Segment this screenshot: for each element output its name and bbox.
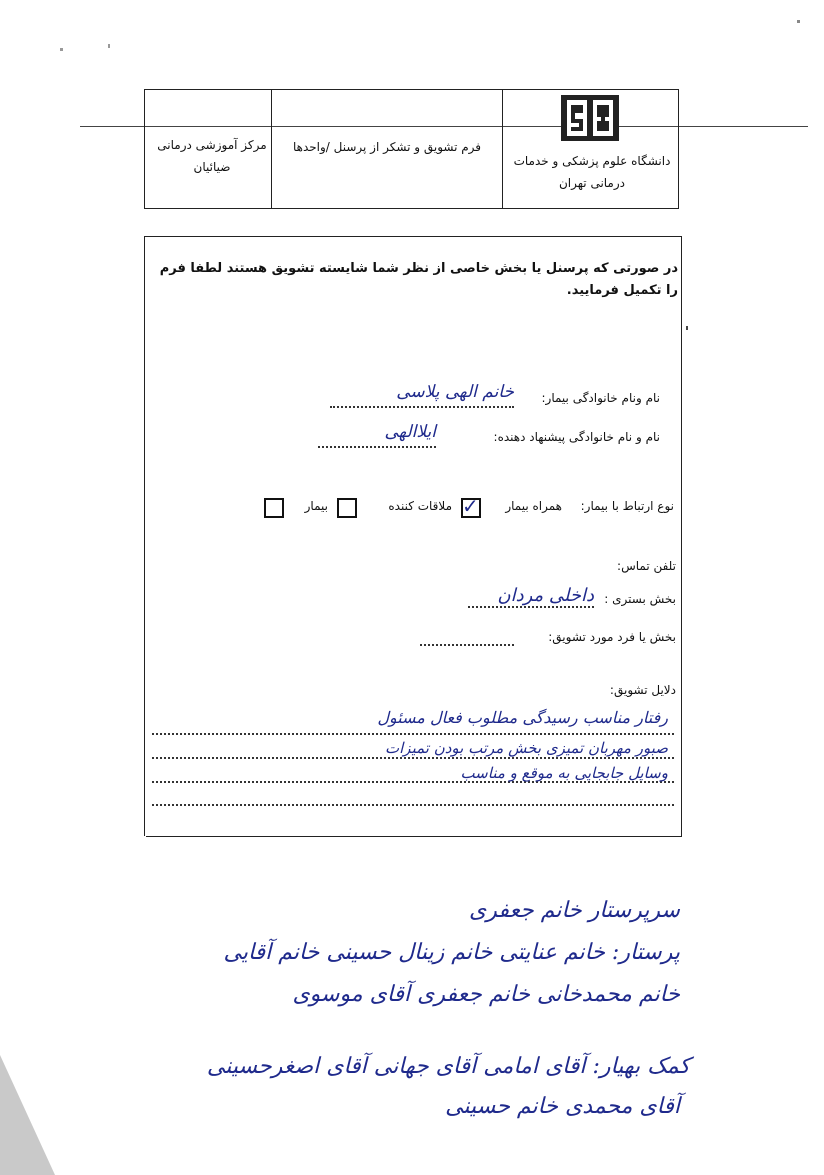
target-label: بخش یا فرد مورد تشویق: [548,630,676,644]
scan-corner-shadow [0,1055,55,1175]
proposer-field[interactable] [318,446,436,448]
header-top-border [144,89,678,90]
scan-speck [797,20,800,23]
scan-speck [686,326,688,330]
relation-option-companion: همراه بیمار [505,499,562,513]
header-left-border [144,89,145,209]
handwritten-note: کمک بهیار: آقای امامی آقای جهانی آقای اصغرحسینی [206,1054,690,1079]
patient-name-field[interactable] [330,406,514,408]
relation-option-patient: بیمار [304,499,328,513]
reasons-label: دلایل تشویق: [609,683,676,697]
relation-checkbox-visitor[interactable] [337,498,357,518]
handwritten-note: سرپرستار خانم جعفری [469,898,680,923]
relation-checkbox-patient[interactable] [264,498,284,518]
form-bottom-border [146,836,682,837]
checkmark-icon: ✓ [462,494,479,518]
center-name: مرکز آموزشی درمانی ضیائیان [157,138,267,174]
form-title: فرم تشویق و تشکر از پرسنل /واحدها [292,140,482,154]
ward-value: داخلی مردان [497,585,594,606]
form-right-border [681,236,682,836]
relation-option-visitor: ملاقات کننده [388,499,452,513]
reasons-text: صبور مهربان تمیزی بخش مرتب بودن تمیزات [385,739,668,757]
relation-label: نوع ارتباط با بیمار: [580,499,674,513]
handwritten-note: پرستار: خانم عنایتی خانم زینال حسینی خانم آقایی [223,940,680,965]
form-left-border [144,236,145,836]
ward-label: بخش بستری : [604,592,676,606]
ward-field[interactable] [468,606,594,608]
reasons-text: وسایل جابجایی به موقع و مناسب [460,764,668,782]
form-intro: در صورتی که پرسنل یا بخش خاصی از نظر شما شایسته تشویق هستند لطفا فرم را تکمیل فرمایید. [159,261,678,298]
header-right-border [678,89,679,209]
proposer-value: ایلاالهی [384,422,436,442]
reasons-line[interactable] [152,804,674,806]
form-top-border [144,236,682,237]
reasons-line[interactable] [152,733,674,735]
patient-name-value: خانم الهی پلاسی [396,382,514,402]
university-name: دانشگاه علوم پزشکی و خدمات درمانی تهران [513,154,671,190]
phone-label: تلفن تماس: [617,559,676,573]
university-logo-icon [561,95,619,141]
scan-speck [108,44,110,48]
proposer-label: نام و نام خانوادگی پیشنهاد دهنده: [493,430,660,444]
scan-speck [60,48,63,51]
patient-name-label: نام ونام خانوادگی بیمار: [541,391,660,405]
target-field[interactable] [420,644,514,646]
header-bottom-border [144,208,678,209]
handwritten-note: آقای محمدی خانم حسینی [445,1094,680,1119]
reasons-line[interactable] [152,757,674,759]
header-divider [502,89,503,209]
reasons-text: رفتار مناسب رسیدگی مطلوب فعال مسئول [377,708,668,727]
handwritten-note: خانم محمدخانی خانم جعفری آقای موسوی [292,982,680,1007]
